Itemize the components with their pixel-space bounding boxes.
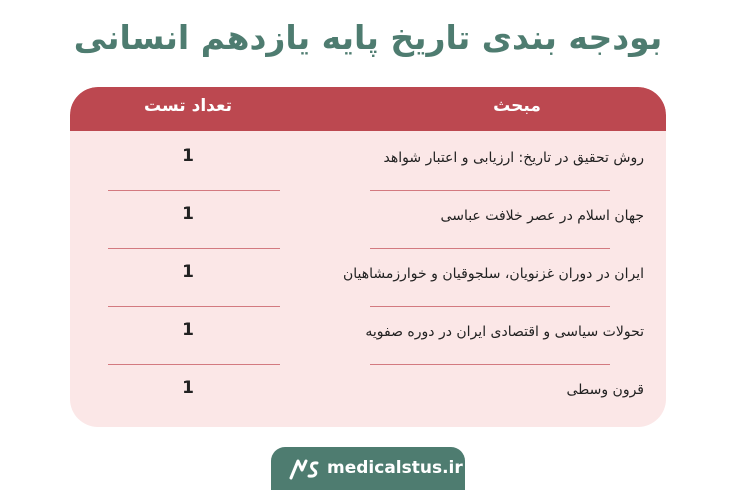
row-divider: [108, 248, 280, 249]
row-divider: [370, 190, 610, 191]
table-row: [70, 134, 666, 192]
table-row: [70, 366, 666, 424]
row-count: 1: [182, 262, 194, 282]
table-row: [70, 308, 666, 366]
row-divider: [370, 248, 610, 249]
row-topic: روش تحقیق در تاریخ: ارزیابی و اعتبار شواهد: [383, 150, 644, 166]
table-header: [70, 87, 666, 131]
row-topic: تحولات سیاسی و اقتصادی ایران در دوره صفویه: [365, 324, 644, 340]
site-badge[interactable]: [271, 447, 465, 490]
ms-logo-icon: [289, 458, 321, 484]
row-divider: [370, 364, 610, 365]
row-divider: [108, 190, 280, 191]
row-topic: قرون وسطی: [566, 382, 644, 398]
row-topic: ایران در دوران غزنویان، سلجوقیان و خوارزمشاهیان: [342, 266, 644, 282]
budget-table: [70, 87, 666, 427]
row-count: 1: [182, 204, 194, 224]
row-count: 1: [182, 378, 194, 398]
row-divider: [370, 306, 610, 307]
page-title: بودجه بندی تاریخ پایه یازدهم انسانی: [73, 18, 663, 57]
row-count: 1: [182, 146, 194, 166]
row-divider: [108, 306, 280, 307]
header-topic: مبحث: [493, 96, 541, 116]
row-count: 1: [182, 320, 194, 340]
row-divider: [108, 364, 280, 365]
table-row: [70, 250, 666, 308]
site-url[interactable]: medicalstus.ir: [327, 458, 463, 478]
table-row: [70, 192, 666, 250]
header-count: تعداد تست: [144, 96, 232, 116]
row-topic: جهان اسلام در عصر خلافت عباسی: [440, 208, 644, 224]
